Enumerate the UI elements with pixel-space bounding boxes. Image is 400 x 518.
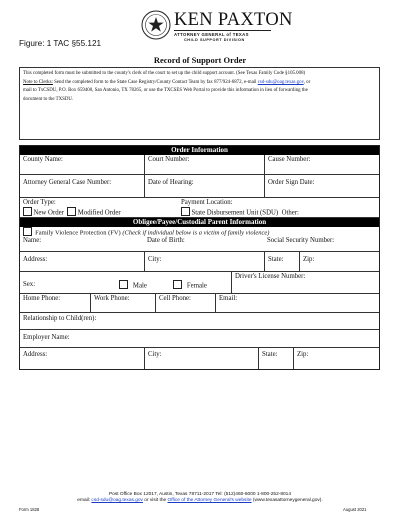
payment-location-label: Payment Location: [181,199,233,206]
male-checkbox[interactable] [119,280,128,289]
date-of-birth-label: Date of Birth: [147,237,185,244]
fv-checkbox[interactable] [23,227,32,236]
date-of-hearing-field[interactable] [144,175,264,197]
sex-label: Sex: [23,281,36,288]
instructions-line-1: This completed form must be submitted to the county's clerk of the court to set up the child support account. (See Texas Family Code §105.008) [23,71,306,76]
order-information-heading: Order Information [20,146,379,155]
email-field[interactable] [215,294,379,312]
new-order-checkbox[interactable] [23,207,32,216]
employer-name-label: Employer Name: [23,334,70,341]
cell-phone-field[interactable] [155,294,215,312]
state-field[interactable] [264,252,299,271]
brand-name: KEN PAXTON [174,10,293,30]
date-of-hearing-label: Date of Hearing: [148,179,194,186]
name-label: Name: [23,237,42,244]
form-title: Record of Support Order [153,55,247,65]
footer-email-link[interactable]: csd-sdu@oag.texas.gov [91,498,143,503]
form-table [19,145,380,370]
fv-label: Family Violence Protection (FV) [35,229,121,237]
ssn-field[interactable] [264,236,379,251]
address-field[interactable] [20,252,144,271]
state-label: State: [268,256,284,263]
payment-location-cell [178,198,379,217]
cause-number-label: Cause Number: [268,156,311,163]
address-label: Address: [23,256,48,263]
instructions-line-4: document to the TXSDU. [23,96,74,102]
work-phone-field[interactable] [90,294,155,312]
instructions-line-2 [23,79,376,88]
form-date: August 2021 [343,507,367,512]
obligee-row-employer-address [20,347,379,369]
employer-state-field[interactable] [258,348,293,369]
employer-city-field[interactable] [144,348,258,369]
fv-note: (Check if individual below is a victim of family violence) [122,229,270,237]
obligee-row-phones [20,293,379,312]
instructions-box [19,67,380,140]
sex-cell [20,272,64,293]
attorney-general-seal-logo [141,10,171,40]
instructions-email-link[interactable]: csd-sdu@oag.texas.gov [257,79,304,85]
zip-field[interactable] [299,252,379,271]
zip-label: Zip: [303,256,315,263]
ssn-label: Social Security Number: [267,237,335,244]
county-name-field[interactable] [20,155,144,174]
fv-cell [20,227,379,236]
new-order-label: New Order [33,209,64,217]
date-of-birth-field[interactable] [144,236,264,251]
modified-order-checkbox[interactable] [67,207,76,216]
city-field[interactable] [144,252,264,271]
employer-name-field[interactable] [20,330,379,347]
county-name-label: County Name: [23,156,63,163]
employer-address-field[interactable] [20,348,144,369]
court-number-label: Court Number: [148,156,190,163]
work-phone-label: Work Phone: [94,295,130,302]
employer-city-label: City: [148,351,162,358]
male-option [116,272,176,293]
note-to-clerks: Note to Clerks: [23,79,53,85]
footer-address: Post Office Box 12017, Austin, Texas 78711-2017 Tel: (512)460-6000 1-800-252-8014 [108,492,292,497]
city-label: City: [148,256,162,263]
instructions-line-3: mail to TxCSDU, P.O. Box 659400, San Antonio, TX 78265, or use the TXCSES Web Portal to provide this information in lieu of forwarding the [23,88,308,94]
obligee-row-relationship [20,312,379,329]
ag-case-number-label: Attorney General Case Number: [23,179,112,186]
sdu-label: State Disbursement Unit (SDU) [191,209,279,217]
drivers-license-field[interactable] [231,272,379,293]
other-label[interactable]: Other: [281,209,299,217]
employer-zip-label: Zip: [297,351,309,358]
brand-division: CHILD SUPPORT DIVISION [184,38,245,42]
relationship-label: Relationship to Child(ren): [23,315,97,322]
obligee-row-name [20,236,379,251]
figure-label: Figure: 1 TAC §55.121 [19,39,102,48]
email-label: Email: [219,295,238,302]
home-phone-field[interactable] [20,294,90,312]
footer-contact [0,498,400,503]
form-number: Form 1828 [19,507,40,512]
obligee-row-sex [20,271,379,293]
footer-email-prefix: email: [77,498,92,503]
male-label: Male [132,282,147,290]
order-type-cell [20,198,178,217]
footer-visit-text: or visit the [142,498,168,503]
order-type-label: Order Type: [23,199,56,206]
sdu-checkbox[interactable] [181,207,190,216]
female-option [170,272,232,293]
obligee-row-employer [20,329,379,347]
order-sign-date-field[interactable] [264,175,379,197]
footer-website-url: (www.texasattorneygeneral.gov). [251,498,323,503]
cell-phone-label: Cell Phone: [159,295,191,302]
obligee-information-heading: Obligee/Payee/Custodial Parent Information [20,217,379,227]
relationship-field[interactable] [20,313,379,329]
instructions-or-text: , or [303,79,311,85]
order-sign-date-label: Order Sign Date: [268,179,315,186]
employer-zip-field[interactable] [293,348,379,369]
female-label: Female [186,282,207,290]
employer-state-label: State: [262,351,278,358]
brand-divider [174,30,271,31]
employer-address-label: Address: [23,351,48,358]
cause-number-field[interactable] [264,155,379,174]
order-row-2 [20,174,379,197]
female-checkbox[interactable] [173,280,182,289]
order-row-3 [20,197,379,217]
name-field[interactable] [20,236,144,251]
ag-case-number-field[interactable] [20,175,144,197]
order-row-1 [20,155,379,174]
obligee-row-address [20,251,379,271]
brand-subtitle: ATTORNEY GENERAL of TEXAS [174,32,249,37]
home-phone-label: Home Phone: [23,295,61,302]
modified-order-label: Modified Order [77,209,121,217]
footer-website-link[interactable]: Office of the Attorney General's website [167,498,252,503]
fv-row [20,227,379,236]
instructions-fax-text: Send the completed form to the State Case Registry/County Contact Team by fax 877/924-6872, e-mail [52,79,258,85]
drivers-license-label: Driver's License Number: [235,273,306,280]
court-number-field[interactable] [144,155,264,174]
